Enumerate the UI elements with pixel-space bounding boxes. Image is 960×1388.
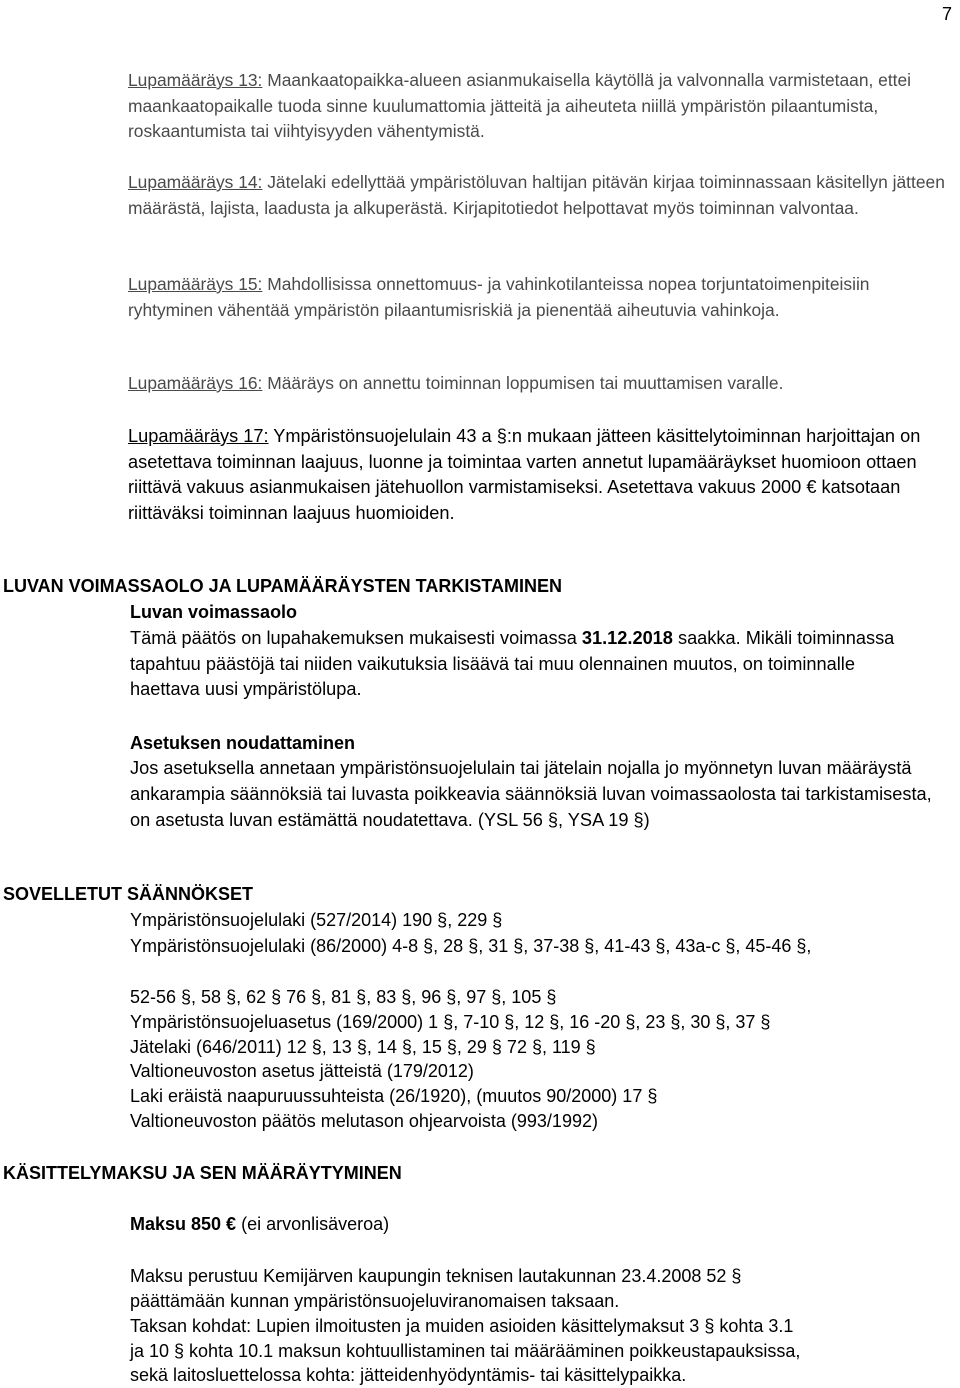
rule-line: 52-56 §, 58 §, 62 § 76 §, 81 §, 83 §, 96 §, 97 §, 105 § <box>130 987 557 1007</box>
validity-text <box>130 626 920 703</box>
fee-basis-line: Taksan kohdat: Lupien ilmoitusten ja muiden asioiden käsittelymaksut 3 § kohta 3.1 <box>130 1316 794 1336</box>
rule-line: Ympäristönsuojeluasetus (169/2000) 1 §, 7-10 §, 12 §, 16 -20 §, 23 §, 30 §, 37 § <box>130 1012 771 1032</box>
fee-amount: Maksu 850 € <box>130 1214 237 1234</box>
condition-text: Jätelaki edellyttää ympäristöluvan haltijan pitävän kirjaa toiminnassaan käsitellyn jätteen määrästä, lajista, laadusta ja alkuperästä. Kirjapitotiedot helpottavat myös toiminnan valvontaa. <box>128 172 945 218</box>
fee-amount-note: (ei arvonlisäveroa) <box>236 1214 390 1234</box>
condition-label: Lupamääräys 13: <box>128 70 263 90</box>
section-heading-validity: LUVAN VOIMASSAOLO JA LUPAMÄÄRÄYSTEN TARKISTAMINEN <box>3 576 563 596</box>
rule-line: Ympäristönsuojelulaki (527/2014) 190 §, 229 § <box>130 910 503 930</box>
fee-basis-line: ja 10 § kohta 10.1 maksun kohtuullistaminen tai määrääminen poikkeustapauksissa, <box>130 1341 801 1361</box>
condition-label: Lupamääräys 16: <box>128 373 263 393</box>
fee-basis-line: Maksu perustuu Kemijärven kaupungin teknisen lautakunnan 23.4.2008 52 § <box>130 1266 742 1286</box>
condition-label: Lupamääräys 17: <box>128 426 269 446</box>
condition-text: Maankaatopaikka-alueen asianmukaisella käytöllä ja valvonnalla varmistetaan, ettei maankaatopaikalle tuoda sinne kuulumattomia jätteitä ja aiheuteta niillä ympäristön pilaantumista, roskaantumista tai viihtyisyyden vähentymistä. <box>128 70 912 141</box>
fee-basis-line: sekä laitosluettelossa kohta: jätteidenhyödyntämis- tai käsittelypaikka. <box>130 1365 687 1385</box>
condition-15 <box>128 272 958 323</box>
fee-amount-line <box>130 1212 389 1237</box>
condition-text: Ympäristönsuojelulain 43 a §:n mukaan jätteen käsittelytoiminnan harjoittajan on asetettava toiminnan laajuus, luonne ja toimintaa varten annetut lupamääräykset huomioon ottaen riittävä vakuus asianmukaisen jätehuollon varmistamiseksi. Asetettava vakuus 2000 € katsotaan riittäväksi toiminnan laajuus huomioiden. <box>128 426 921 523</box>
page-number: 7 <box>942 4 953 24</box>
condition-text: Määräys on annettu toiminnan loppumisen tai muuttamisen varalle. <box>262 373 784 393</box>
fee-basis-line: päättämään kunnan ympäristönsuojeluviranomaisen taksaan. <box>130 1291 620 1311</box>
rule-line: Laki eräistä naapuruussuhteista (26/1920), (muutos 90/2000) 17 § <box>130 1086 658 1106</box>
validity-text-end: saakka. Mikäli toiminnassa tapahtuu päästöjä tai niiden vaikutuksia lisäävä tai muu olennainen muutos, on toiminnalle haettava uusi ympäristölupa. <box>130 628 895 699</box>
condition-text: Mahdollisissa onnettomuus- ja vahinkotilanteissa nopea torjuntatoimenpiteisiin ryhtyminen vähentää ympäristön pilaantumisriskiä ja pienentää aiheutuvia vahinkoja. <box>128 274 870 320</box>
section-heading-applied-rules: SOVELLETUT SÄÄNNÖKSET <box>3 884 254 904</box>
condition-16 <box>128 371 958 397</box>
rule-line: Ympäristönsuojelulaki (86/2000) 4-8 §, 28 §, 31 §, 37-38 §, 41-43 §, 43a-c §, 45-46 §, <box>130 936 812 956</box>
condition-17 <box>128 424 943 526</box>
subheading-validity: Luvan voimassaolo <box>130 602 298 622</box>
subheading-compliance: Asetuksen noudattaminen <box>130 733 356 753</box>
validity-text-start: Tämä päätös on lupahakemuksen mukaisesti voimassa <box>130 628 582 648</box>
compliance-text: Jos asetuksella annetaan ympäristönsuojelulain tai jätelain nojalla jo myönnetyn luvan määräystä ankarampia säännöksiä tai luvasta poikkeavia säännöksiä luvan voimassaolosta tai tarkistamisesta, on asetusta luvan estämättä noudatettava. (YSL 56 §, YSA 19 §) <box>130 758 932 830</box>
validity-date: 31.12.2018 <box>581 628 673 648</box>
condition-label: Lupamääräys 14: <box>128 172 263 192</box>
rule-line: Jätelaki (646/2011) 12 §, 13 §, 14 §, 15 §, 29 § 72 §, 119 § <box>130 1037 596 1057</box>
condition-14 <box>128 170 958 221</box>
condition-13 <box>128 68 958 145</box>
section-heading-fee: KÄSITTELYMAKSU JA SEN MÄÄRÄYTYMINEN <box>3 1163 402 1183</box>
rule-line: Valtioneuvoston päätös melutason ohjearvoista (993/1992) <box>130 1111 598 1131</box>
rule-line: Valtioneuvoston asetus jätteistä (179/2012) <box>130 1061 474 1081</box>
condition-label: Lupamääräys 15: <box>128 274 263 294</box>
